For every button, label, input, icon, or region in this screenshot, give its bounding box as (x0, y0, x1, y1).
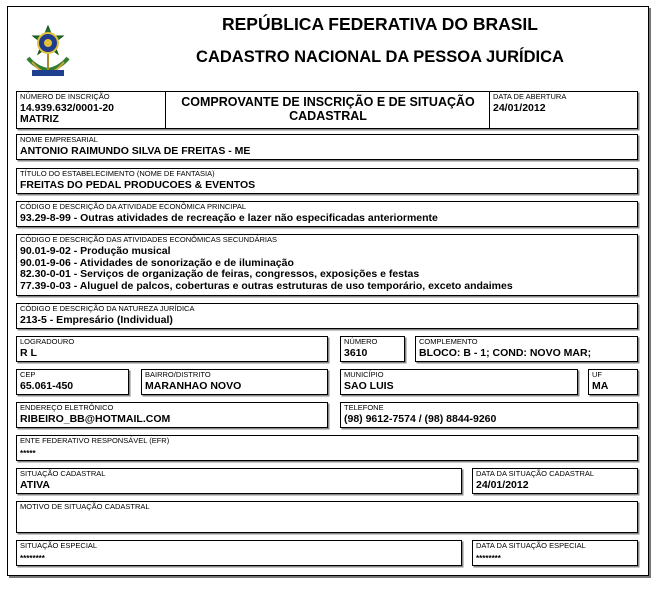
complemento-label: COMPLEMENTO (419, 337, 478, 346)
abertura-value: 24/01/2012 (493, 102, 546, 114)
inscricao-box (16, 91, 167, 129)
inscricao-label: NÚMERO DE INSCRIÇÃO (20, 92, 110, 101)
email-box (16, 402, 328, 428)
nome-empresarial-label: NOME EMPRESARIAL (20, 135, 98, 144)
bairro-value: MARANHAO NOVO (145, 380, 242, 392)
atividade-principal-value: 93.29-8-99 - Outras atividades de recreação e lazer não especificadas anteriormente (20, 212, 438, 224)
telefone-box (340, 402, 638, 428)
abertura-box (489, 91, 638, 129)
fantasia-label: TÍTULO DO ESTABELECIMENTO (NOME DE FANTASIA) (20, 169, 215, 178)
municipio-box (340, 369, 578, 395)
data-situacao-label: DATA DA SITUAÇÃO CADASTRAL (476, 469, 595, 478)
list-item: 82.30-0-01 - Serviços de organização de feiras, congressos, exposições e festas (20, 268, 420, 280)
data-situacao-especial-label: DATA DA SITUAÇÃO ESPECIAL (476, 541, 586, 550)
complemento-box (415, 336, 638, 362)
list-item: 77.39-0-03 - Aluguel de palcos, coberturas e outras estruturas de uso temporário, exceto andaimes (20, 279, 513, 292)
data-situacao-especial-value: ******** (476, 554, 501, 563)
data-situacao-box (472, 468, 638, 494)
municipio-label: MUNICÍPIO (344, 370, 384, 379)
telefone-label: TELEFONE (344, 403, 384, 412)
logradouro-label: LOGRADOURO (20, 337, 75, 346)
motivo-box (16, 501, 638, 533)
coat-of-arms-icon (22, 24, 74, 80)
efr-label: ENTE FEDERATIVO RESPONSÁVEL (EFR) (20, 436, 170, 445)
motivo-label: MOTIVO DE SITUAÇÃO CADASTRAL (20, 502, 150, 511)
numero-label: NÚMERO (344, 337, 378, 346)
email-label: ENDEREÇO ELETRÔNICO (20, 403, 114, 412)
atividade-principal-box (16, 201, 638, 227)
cep-label: CEP (20, 370, 36, 379)
telefone-value: (98) 9612-7574 / (98) 8844-9260 (344, 413, 497, 425)
situacao-especial-label: SITUAÇÃO ESPECIAL (20, 541, 98, 550)
numero-value: 3610 (344, 347, 368, 359)
comprovante-line2: CADASTRAL (289, 109, 367, 123)
nome-empresarial-box (16, 134, 638, 160)
logradouro-value: R L (20, 347, 37, 359)
comprovante-line1: COMPROVANTE DE INSCRIÇÃO E DE SITUAÇÃO (181, 95, 475, 109)
situacao-label: SITUAÇÃO CADASTRAL (20, 469, 106, 478)
natureza-juridica-value: 213-5 - Empresário (Individual) (20, 314, 173, 326)
atividades-secundarias-label: CÓDIGO E DESCRIÇÃO DAS ATIVIDADES ECONÔMICAS SECUNDÁRIAS (20, 235, 277, 244)
logradouro-box (16, 336, 328, 362)
complemento-value: BLOCO: B - 1; COND: NOVO MAR; (419, 347, 592, 359)
comprovante-box (165, 91, 491, 129)
page-title: REPÚBLICA FEDERATIVA DO BRASIL (222, 14, 538, 34)
nome-empresarial-value: ANTONIO RAIMUNDO SILVA DE FREITAS - ME (20, 145, 251, 157)
situacao-box (16, 468, 462, 494)
uf-value: MA (592, 380, 609, 392)
atividade-principal-label: CÓDIGO E DESCRIÇÃO DA ATIVIDADE ECONÔMICA PRINCIPAL (20, 202, 247, 211)
data-situacao-especial-box (472, 540, 638, 566)
situacao-especial-value: ******** (20, 554, 45, 563)
inscricao-number: 14.939.632/0001-20 (20, 102, 115, 114)
inscricao-type: MATRIZ (20, 113, 59, 125)
fantasia-box (16, 168, 638, 194)
atividades-secundarias-box (16, 234, 638, 296)
list-item: 90.01-9-02 - Produção musical (20, 245, 171, 257)
situacao-value: ATIVA (20, 479, 50, 491)
situacao-especial-box (16, 540, 462, 566)
uf-label: UF (592, 370, 602, 379)
bairro-box (141, 369, 328, 395)
data-situacao-value: 24/01/2012 (476, 479, 529, 491)
natureza-juridica-box (16, 303, 638, 329)
natureza-juridica-label: CÓDIGO E DESCRIÇÃO DA NATUREZA JURÍDICA (20, 304, 195, 313)
uf-box (588, 369, 638, 395)
municipio-value: SAO LUIS (344, 380, 394, 392)
bairro-label: BAIRRO/DISTRITO (145, 370, 211, 379)
fantasia-value: FREITAS DO PEDAL PRODUCOES & EVENTOS (20, 179, 256, 191)
abertura-label: DATA DE ABERTURA (493, 92, 567, 101)
cep-box (16, 369, 129, 395)
email-value: RIBEIRO_BB@HOTMAIL.COM (20, 413, 171, 425)
list-item: 90.01-9-06 - Atividades de sonorização e de iluminação (20, 256, 294, 269)
efr-value: ***** (20, 449, 36, 458)
numero-box (340, 336, 405, 362)
page-subtitle: CADASTRO NACIONAL DA PESSOA JURÍDICA (196, 48, 564, 66)
efr-box (16, 435, 638, 461)
cep-value: 65.061-450 (20, 380, 74, 392)
